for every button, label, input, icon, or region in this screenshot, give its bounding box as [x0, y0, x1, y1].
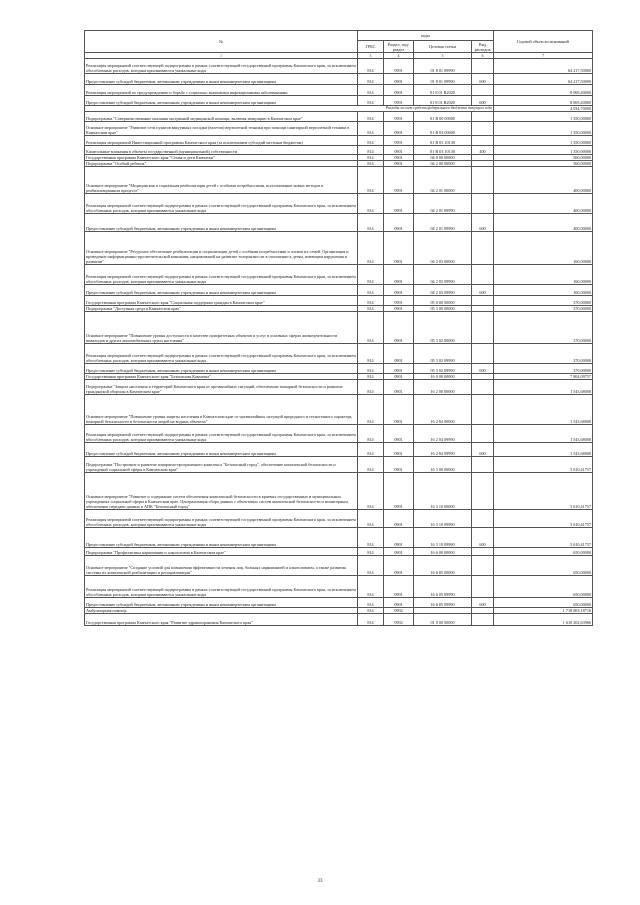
row-sum: 8 069,40000	[494, 96, 593, 106]
row-name: Основное мероприятие "Повышение уровня защиты населения в Камчатском крае от чрезвычайных ситуаций природного и техногенного характера, пожарной безопасности и безопасности людей на водных объектах"	[85, 395, 358, 425]
col-header-razdel: Раздел, под- раздел	[384, 41, 414, 53]
col-header-grbs: ГРБС	[358, 41, 384, 53]
column-number: 5	[414, 53, 472, 59]
row-grbs: 814	[358, 306, 384, 312]
row-razdel: 0902	[384, 608, 414, 614]
table-row	[85, 167, 593, 194]
row-razdel: 0901	[384, 395, 414, 425]
row-csr: 01 0 00 00000	[414, 614, 472, 626]
row-razdel: 0901	[384, 425, 414, 443]
row-grbs: 814	[358, 296, 384, 306]
row-vr	[472, 112, 494, 122]
row-razdel: 0901	[384, 214, 414, 232]
row-sum: 370,00000	[494, 312, 593, 344]
row-csr: 04 2 03 00000	[414, 232, 472, 265]
row-razdel: 0901	[384, 344, 414, 364]
row-sum: 5 610,41757	[494, 510, 593, 528]
row-razdel: 0901	[384, 112, 414, 122]
row-csr: 05 3 02 09990	[414, 344, 472, 364]
row-sum: 64 217,50000	[494, 74, 593, 85]
row-vr	[472, 614, 494, 626]
row-vr	[472, 194, 494, 214]
row-name: Подпрограмма "Особый ребенок"	[85, 161, 358, 167]
row-grbs: 814	[358, 285, 384, 296]
row-sum: 400,00000	[494, 214, 593, 232]
row-grbs: 814	[358, 265, 384, 285]
row-name: Реализация мероприятий соответствующей подпрограммы в рамках соответствующей государственной программы Камчатского края, за исключением обособленных расходов, которым присваиваются уникальные коды	[85, 344, 358, 364]
row-vr: 600	[472, 285, 494, 296]
row-name: Реализация мероприятий по предупреждению и борьбе с социально значимыми инфекционными заболеваниями	[85, 85, 358, 96]
row-razdel: 0901	[384, 155, 414, 161]
row-vr: 400	[472, 146, 494, 155]
row-vr	[472, 136, 494, 146]
table-row	[85, 510, 593, 528]
row-sum: 160,00000	[494, 265, 593, 285]
table-row	[85, 364, 593, 374]
table-row	[85, 425, 593, 443]
row-grbs: 814	[358, 528, 384, 548]
row-csr: 16 3 10 09990	[414, 528, 472, 548]
row-grbs: 814	[358, 167, 384, 194]
row-name: Капитальные вложения в объекты государственной (муниципальной) собственности	[85, 146, 358, 155]
table-row	[85, 614, 593, 626]
row-sum: 370,00000	[494, 344, 593, 364]
row-razdel: 0901	[384, 136, 414, 146]
row-vr	[472, 425, 494, 443]
table-row	[85, 214, 593, 232]
row-vr	[472, 265, 494, 285]
table-row	[85, 146, 593, 155]
row-vr	[472, 85, 494, 96]
row-name: Подпрограмма "Доступная среда в Камчатском крае"	[85, 306, 358, 312]
row-sum: 650,00000	[494, 576, 593, 598]
row-grbs: 814	[358, 161, 384, 167]
row-name: Предоставление субсидий бюджетным, автономным учреждениям и иным некоммерческим организациям	[85, 598, 358, 608]
row-vr	[472, 556, 494, 576]
row-grbs: 814	[358, 85, 384, 96]
row-razdel: 0901	[384, 443, 414, 457]
row-csr: 16 6 05 09990	[414, 598, 472, 608]
row-name: Основное мероприятие "Медицинская и социальная реабилитация детей с особыми потребностями, использование новых методов в реабилитационном процессе"	[85, 167, 358, 194]
row-vr	[472, 344, 494, 364]
row-sum: 1 543,68000	[494, 395, 593, 425]
col-header-csr: Целевая статья	[414, 41, 472, 53]
row-grbs: 814	[358, 510, 384, 528]
row-vr	[472, 457, 494, 473]
row-name: Государственная программа Камчатского края "Развитие здравоохранения Камчатского края"	[85, 614, 358, 626]
table-row	[85, 395, 593, 425]
row-sum: 1 350,00000	[494, 146, 593, 155]
row-vr: 600	[472, 96, 494, 106]
row-csr: 04 2 01 09990	[414, 194, 472, 214]
row-grbs: 814	[358, 194, 384, 214]
row-vr: 600	[472, 598, 494, 608]
row-vr	[472, 380, 494, 395]
row-grbs: 814	[358, 548, 384, 556]
row-grbs: 814	[358, 74, 384, 85]
row-grbs: 814	[358, 380, 384, 395]
row-razdel: 0901	[384, 161, 414, 167]
row-sum: 4 034,70000	[494, 106, 593, 112]
row-csr: 16 6 05 09990	[414, 576, 472, 598]
row-razdel: 0901	[384, 364, 414, 374]
table-row	[85, 122, 593, 136]
row-sum: 400,00000	[494, 167, 593, 194]
row-name: Предоставление субсидий бюджетным, автономным учреждениям и иным некоммерческим организациям	[85, 214, 358, 232]
header-row-1	[85, 31, 593, 41]
row-name: Предоставление субсидий бюджетным, автономным учреждениям и иным некоммерческим организациям	[85, 443, 358, 457]
row-csr: 05 3 02 00000	[414, 312, 472, 344]
row-csr: 01 8 01 R2020	[414, 85, 472, 96]
row-grbs: 814	[358, 232, 384, 265]
row-grbs: 814	[358, 344, 384, 364]
row-csr: 16 3 10 00000	[414, 473, 472, 510]
row-vr: 600	[472, 443, 494, 457]
table-row	[85, 296, 593, 306]
row-sum: 370,00000	[494, 296, 593, 306]
row-grbs: 814	[358, 122, 384, 136]
row-csr: 01 8 01 09990	[414, 74, 472, 85]
table-row	[85, 265, 593, 285]
row-csr: 04 2 01 00000	[414, 167, 472, 194]
row-razdel: 0901	[384, 528, 414, 548]
row-vr	[472, 576, 494, 598]
row-csr: 01 8 01 09990	[414, 59, 472, 74]
row-razdel: 0901	[384, 556, 414, 576]
row-grbs: 814	[358, 395, 384, 425]
col-header-vr: Вид расходов	[472, 41, 494, 53]
row-name: Основное мероприятие "Создание условий для повышения эффективности лечения лиц, больных наркоманией и алкоголизмом, а также развития системы их комплексной реабилитации и ресоциализации"	[85, 556, 358, 576]
row-grbs: 814	[358, 457, 384, 473]
table-row	[85, 112, 593, 122]
row-csr: 04 2 03 09990	[414, 285, 472, 296]
budget-table	[84, 30, 593, 626]
row-sum: 1 543,68000	[494, 425, 593, 443]
table-row	[85, 96, 593, 106]
row-csr: 04 0 00 00000	[414, 155, 472, 161]
row-sum: 1 350,00000	[494, 136, 593, 146]
row-razdel: 0901	[384, 122, 414, 136]
table-row	[85, 232, 593, 265]
col-header-volume: Годовой объем ассигнований	[494, 31, 593, 53]
row-grbs: 814	[358, 364, 384, 374]
row-name: Основное мероприятие "Ресурсное обеспечение реабилитации и социализации детей с особыми потребностями и членов их семей. Организация и проведение информационно-просветительской кампании, направленной на развитие толерантности в отношении к детям, имеющим нарушения в развитии"	[85, 232, 358, 265]
row-vr	[472, 167, 494, 194]
row-vr: 600	[472, 74, 494, 85]
row-name: Государственная программа Камчатского края "Семья и дети Камчатки"	[85, 155, 358, 161]
row-name: Предоставление субсидий бюджетным, автономным учреждениям и иным некоммерческим организациям	[85, 364, 358, 374]
row-grbs: 814	[358, 59, 384, 74]
column-number: 4	[384, 53, 414, 59]
row-csr: 16 0 00 00000	[414, 374, 472, 380]
row-sum: 5 610,41757	[494, 457, 593, 473]
row-razdel: 0901	[384, 265, 414, 285]
table-row	[85, 344, 593, 364]
row-sum: 1 610 202,63966	[494, 614, 593, 626]
row-csr: 05 3 02 09990	[414, 364, 472, 374]
row-sum: 650,00000	[494, 556, 593, 576]
row-name: Предоставление субсидий бюджетным, автономным учреждениям и иным некоммерческим организациям	[85, 285, 358, 296]
row-name: Предоставление субсидий бюджетным, автономным учреждениям и иным некоммерческим организациям	[85, 96, 358, 106]
row-vr: 600	[472, 214, 494, 232]
row-razdel: 0902	[384, 614, 414, 626]
row-razdel: 0901	[384, 85, 414, 96]
row-csr: 16 3 10 09990	[414, 510, 472, 528]
row-name: Подпрограмма "Профилактика наркомании и алкоголизма в Камчатском крае"	[85, 548, 358, 556]
row-grbs: 814	[358, 425, 384, 443]
row-grbs: 814	[358, 608, 384, 614]
table-row	[85, 598, 593, 608]
row-name: Подпрограмма "Защита населения и территорий Камчатского края от чрезвычайных ситуаций, обеспечение пожарной безопасности и развитие гражданской обороны в Камчатском крае"	[85, 380, 358, 395]
row-vr	[472, 510, 494, 528]
row-name: Предоставление субсидий бюджетным, автономным учреждениям и иным некоммерческим организациям	[85, 528, 358, 548]
row-grbs: 814	[358, 136, 384, 146]
row-grbs: 814	[358, 556, 384, 576]
row-sum: 400,00000	[494, 194, 593, 214]
row-razdel: 0901	[384, 232, 414, 265]
row-vr: 600	[472, 528, 494, 548]
row-csr: 16 2 04 00000	[414, 395, 472, 425]
row-csr: 04 2 00 00000	[414, 161, 472, 167]
row-razdel: 0901	[384, 374, 414, 380]
row-name: Основное мероприятие "Повышение уровня доступности в качестве приоритетных объектов и услуг в основных сферах жизнедеятельности инвалидов и других маломобильных групп населения"	[85, 312, 358, 344]
table-row	[85, 548, 593, 556]
row-razdel: 0901	[384, 380, 414, 395]
row-grbs: 814	[358, 214, 384, 232]
row-csr: 01 В 00 00000	[414, 112, 472, 122]
row-razdel: 0901	[384, 96, 414, 106]
row-sum: 5 610,41757	[494, 528, 593, 548]
table-row	[85, 194, 593, 214]
row-name: Амбулаторная помощь	[85, 608, 358, 614]
row-razdel: 0901	[384, 510, 414, 528]
table-row	[85, 443, 593, 457]
row-csr: 16 3 00 00000	[414, 457, 472, 473]
table-row	[85, 528, 593, 548]
row-razdel: 0901	[384, 296, 414, 306]
row-razdel: 0901	[384, 285, 414, 296]
row-csr: 01 В 03 10130	[414, 146, 472, 155]
row-sum: 1 718 003,18716	[494, 608, 593, 614]
row-csr: 01 8 01 R2020	[414, 96, 472, 106]
row-name: Государственная программа Камчатского края "Социальная поддержка граждан в Камчатском крае"	[85, 296, 358, 306]
row-csr: 01 В 03 10130	[414, 136, 472, 146]
row-razdel: 0901	[384, 576, 414, 598]
row-vr	[472, 296, 494, 306]
row-razdel: 0901	[384, 167, 414, 194]
row-grbs: 814	[358, 443, 384, 457]
row-sum: 7 804,09757	[494, 374, 593, 380]
table-row	[85, 556, 593, 576]
row-sum: 8 069,40000	[494, 85, 593, 96]
column-number: 7	[494, 53, 593, 59]
column-number: 3	[358, 53, 384, 59]
row-grbs: 814	[358, 374, 384, 380]
row-sum: 160,00000	[494, 285, 593, 296]
table-row	[85, 59, 593, 74]
row-grbs: 814	[358, 576, 384, 598]
table-row	[85, 576, 593, 598]
row-name: Предоставление субсидий бюджетным, автономным учреждениям и иным некоммерческим организациям	[85, 74, 358, 85]
row-name: Реализация мероприятий соответствующей подпрограммы в рамках соответствующей государственной программы Камчатского края, за исключением обособленных расходов, которым присваиваются уникальные коды	[85, 194, 358, 214]
row-grbs: 814	[358, 96, 384, 106]
row-csr: 04 2 03 09990	[414, 265, 472, 285]
row-vr	[472, 232, 494, 265]
row-sum: 64 217,50000	[494, 59, 593, 74]
row-note: Расходы за счет средств федерального бюджета текущего года	[85, 106, 494, 112]
row-name: Основное мероприятие "Развитие сети пунктов вакуумных посадки (взлетов) вертолетной техники при помощи санитарной вертолетной техники в Камчатском крае"	[85, 122, 358, 136]
row-razdel: 0901	[384, 312, 414, 344]
row-vr	[472, 548, 494, 556]
row-csr: 16 2 00 00000	[414, 380, 472, 395]
row-name: Реализация мероприятий соответствующей подпрограммы в рамках соответствующей государственной программы Камчатского края, за исключением обособленных расходов, которым присваиваются уникальные коды	[85, 576, 358, 598]
budget-table-sheet	[84, 30, 592, 626]
row-name: Реализация мероприятий соответствующей подпрограммы в рамках соответствующей государственной программы Камчатского края, за исключением обособленных расходов, которым присваиваются уникальные коды	[85, 425, 358, 443]
table-row	[85, 74, 593, 85]
row-csr: 01 В 03 00000	[414, 122, 472, 136]
row-csr: 05 3 00 00000	[414, 306, 472, 312]
row-sum: 370,00000	[494, 306, 593, 312]
row-sum: 1 350,00000	[494, 122, 593, 136]
row-name: Реализация мероприятий Инвестиционной программы Камчатского края (за исключением субсидий местным бюджетам)	[85, 136, 358, 146]
row-sum: 650,00000	[494, 548, 593, 556]
row-grbs: 814	[358, 473, 384, 510]
row-name: Основное мероприятие "Развитие и содержание систем обеспечения комплексной безопасности в краевых государственных и муниципальных учреждениях социальной сферы в Камчатском крае. Централизация сбора данных с объектовых систем комплексной безопасности и мониторинга, обеспечение передачи данных в АПК "Безопасный город"	[85, 473, 358, 510]
row-razdel: 0901	[384, 194, 414, 214]
row-vr	[472, 59, 494, 74]
row-csr: 16 6 05 00000	[414, 556, 472, 576]
row-grbs: 814	[358, 112, 384, 122]
row-name: Реализация мероприятий соответствующей подпрограммы в рамках соответствующей государственной программы Камчатского края, за исключением обособленных расходов, которым присваиваются уникальные коды	[85, 59, 358, 74]
table-row	[85, 473, 593, 510]
table-row	[85, 285, 593, 296]
row-name: Реализация мероприятий соответствующей подпрограммы в рамках соответствующей государственной программы Камчатского края, за исключением обособленных расходов, которым присваиваются уникальные коды	[85, 510, 358, 528]
row-sum: 560,00000	[494, 155, 593, 161]
row-csr: 16 2 04 09990	[414, 425, 472, 443]
row-razdel: 0901	[384, 59, 414, 74]
row-vr	[472, 395, 494, 425]
row-sum: 370,00000	[494, 364, 593, 374]
row-vr	[472, 312, 494, 344]
col-header-codes: коды	[358, 31, 494, 41]
table-row	[85, 380, 593, 395]
column-number: 1	[85, 53, 358, 59]
row-sum: 1 350,00000	[494, 112, 593, 122]
row-csr: 04 2 01 09990	[414, 214, 472, 232]
row-razdel: 0901	[384, 473, 414, 510]
table-row	[85, 312, 593, 344]
col-header-name: №	[85, 31, 358, 53]
row-csr: 16 2 04 09990	[414, 443, 472, 457]
row-name: Подпрограмма "Совершенствование оказания экстренной медицинской помощи, включая эвакуацию в Камчатском крае"	[85, 112, 358, 122]
row-vr	[472, 122, 494, 136]
table-row	[85, 136, 593, 146]
row-grbs: 814	[358, 155, 384, 161]
page-number: 33	[317, 879, 323, 884]
row-grbs: 814	[358, 598, 384, 608]
row-sum: 1 543,68000	[494, 380, 593, 395]
table-row	[85, 85, 593, 96]
column-number: 6	[472, 53, 494, 59]
row-razdel: 0901	[384, 598, 414, 608]
row-name: Подпрограмма "Построение и развитие аппаратно-программного комплекса "Безопасный город", обеспечение комплексной безопасности и учреждений социальной сферы в Камчатском крае"	[85, 457, 358, 473]
row-sum: 560,00000	[494, 161, 593, 167]
row-razdel: 0901	[384, 457, 414, 473]
row-grbs: 814	[358, 146, 384, 155]
row-razdel: 0901	[384, 548, 414, 556]
row-grbs: 814	[358, 312, 384, 344]
table-row	[85, 457, 593, 473]
row-sum: 650,00000	[494, 598, 593, 608]
row-vr: 600	[472, 364, 494, 374]
row-sum: 160,00000	[494, 232, 593, 265]
row-razdel: 0901	[384, 306, 414, 312]
row-grbs: 814	[358, 614, 384, 626]
row-name: Реализация мероприятий соответствующей подпрограммы в рамках соответствующей государственной программы Камчатского края, за исключением обособленных расходов, которым присваиваются уникальные коды	[85, 265, 358, 285]
row-csr: 05 0 00 00000	[414, 296, 472, 306]
row-csr: 16 6 00 00000	[414, 548, 472, 556]
row-razdel: 0901	[384, 74, 414, 85]
row-sum: 1 543,68000	[494, 443, 593, 457]
row-vr	[472, 473, 494, 510]
table-body	[85, 59, 593, 626]
row-name: Государственная программа Камчатского края "Безопасная Камчатка"	[85, 374, 358, 380]
row-sum: 5 610,41757	[494, 473, 593, 510]
row-razdel: 0901	[384, 146, 414, 155]
